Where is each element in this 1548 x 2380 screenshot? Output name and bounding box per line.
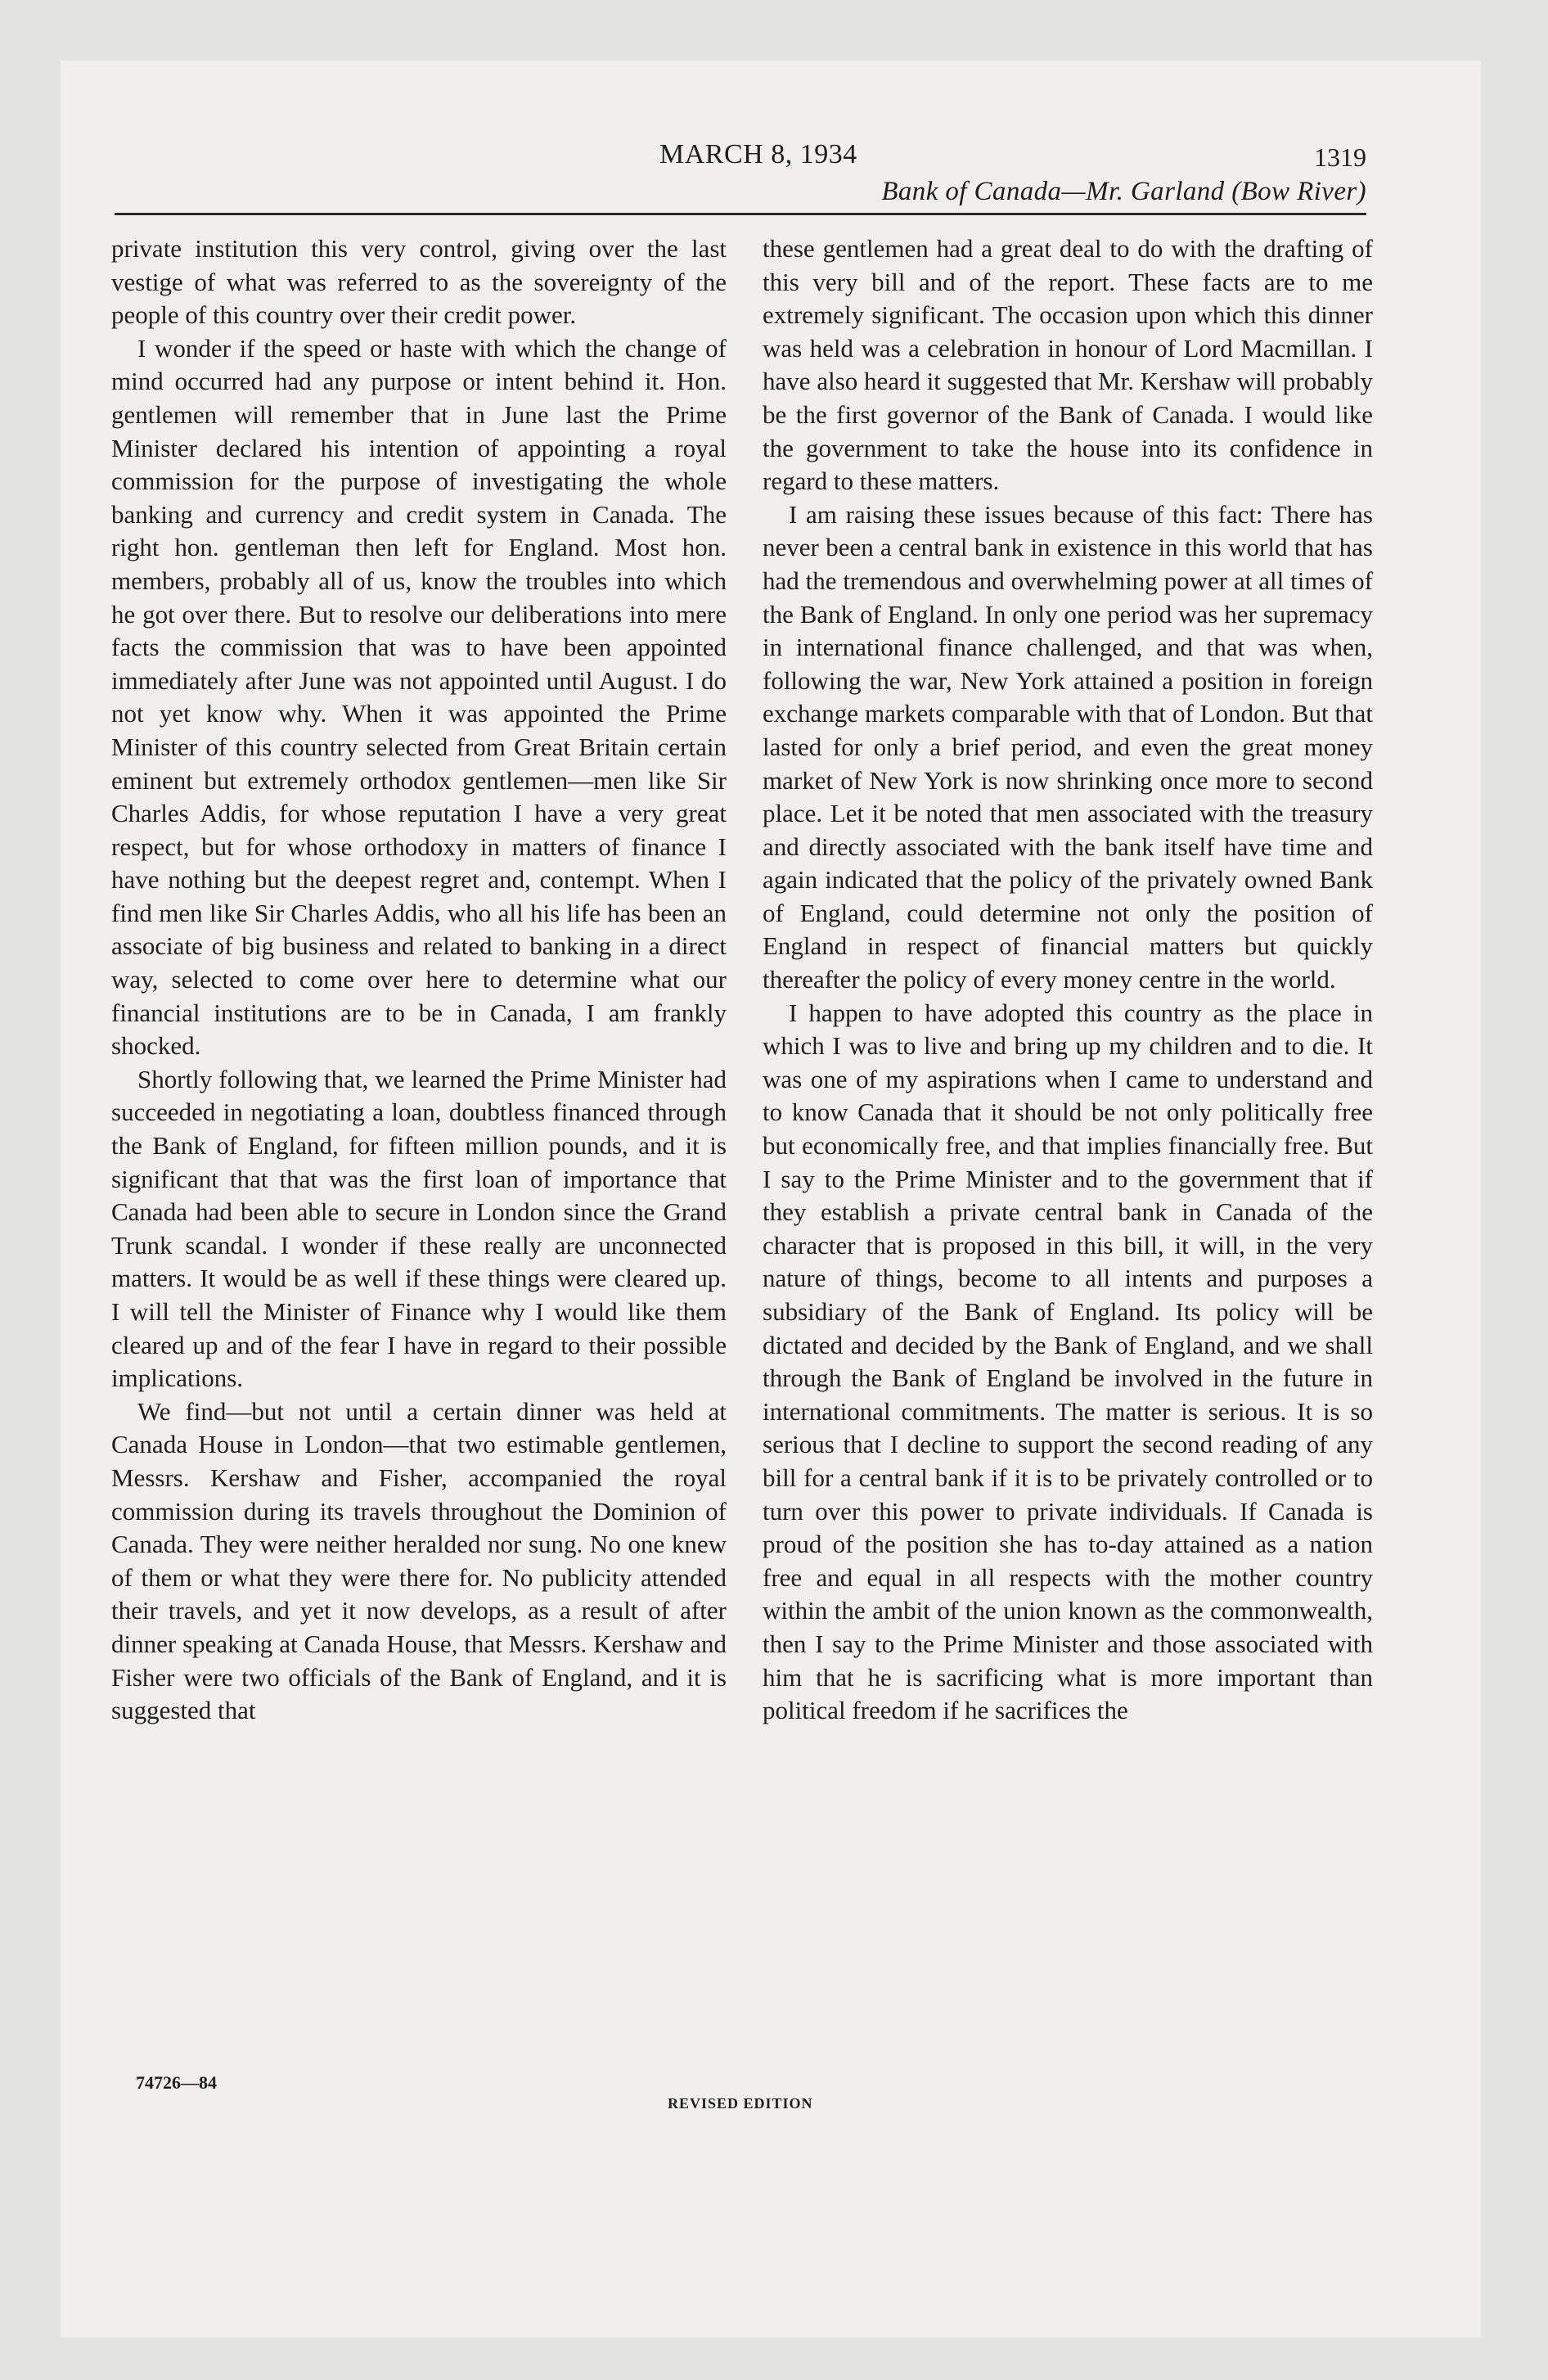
- paragraph: Shortly following that, we learned the Prime Minister had succeeded in negotiating a loan, doubtless financed through the Bank of England, for fifteen million pounds, and it is significant that that was the first loan of importance that Canada had been able to secure in London since the Grand Trunk scandal. I wonder if these really are unconnected matters. It would be as well if these things were cleared up. I will tell the Minister of Finance why I would like them cleared up and of the fear I have in regard to their possible implications.: [111, 1064, 727, 1393]
- paragraph: I happen to have adopted this country as the place in which I was to live and bring up my children and to die. It was one of my aspirations when I came to understand and to know Canada that it should be not only politically free but economically free, and that implies financially free. But I say to the Prime Minister and to the government that if they establish a private central bank in Canada of the character that is proposed in this bill, it will, in the very nature of things, become to all intents and purposes a subsidiary of the Bank of England. Its policy will be dictated and decided by the Bank of England, and we shall through the Bank of England be involved in the future in international commitments. The matter is serious. It is so serious that I decline to support the second reading of any bill for a central bank if it is to be privately controlled or to turn over this power to private individuals. If Canada is proud of the position she has to-day attained as a nation free and equal in all respects with the mother country within the ambit of the union known as the commonwealth, then I say to the Prime Minister and those associated with him that he is sacrificing what is more important than political freedom if he sacrifices the: [763, 998, 1373, 1725]
- page-number: 1319: [1314, 142, 1366, 172]
- right-column: [763, 232, 1373, 1728]
- print-code: 74726—84: [136, 2072, 217, 2093]
- edition-label: REVISED EDITION: [668, 2095, 813, 2112]
- left-column: [111, 232, 727, 1728]
- header-subtitle: Bank of Canada—Mr. Garland (Bow River): [881, 177, 1366, 206]
- header-rule: [115, 213, 1366, 215]
- paragraph: I am raising these issues because of this fact: There has never been a central bank in existence in this world that has had the tremendous and overwhelming power at all times of the Bank of England. In only one period was her supremacy in international finance challenged, and that was when, following the war, New York attained a position in foreign exchange markets comparable with that of London. But that lasted for only a brief period, and even the great money market of New York is now shrinking once more to second place. Let it be noted that men associated with the treasury and directly associated with the bank itself have time and again indicated that the policy of the privately owned Bank of England, could determine not only the position of England in respect of financial matters but quickly thereafter the policy of every money centre in the world.: [763, 499, 1373, 994]
- paragraph: these gentlemen had a great deal to do with the drafting of this very bill and of the report. These facts are to me extremely significant. The occasion upon which this dinner was held was a celebration in honour of Lord Macmillan. I have also heard it suggested that Mr. Kershaw will probably be the first governor of the Bank of Canada. I would like the government to take the house into its confidence in regard to these matters.: [763, 234, 1373, 496]
- header-date: MARCH 8, 1934: [659, 139, 857, 169]
- paragraph: private institution this very control, giving over the last vestige of what was referred to as the sovereignty of the people of this country over their credit power.: [111, 234, 727, 330]
- paragraph: We find—but not until a certain dinner was held at Canada House in London—that two estimable gentlemen, Messrs. Kershaw and Fisher, accompanied the royal commission during its travels throughout the Dominion of Canada. They were neither heralded nor sung. No one knew of them or what they were there for. No publicity attended their travels, and yet it now develops, as a result of after dinner speaking at Canada House, that Messrs. Kershaw and Fisher were two officials of the Bank of England, and it is suggested that: [111, 1396, 727, 1725]
- paragraph: I wonder if the speed or haste with which the change of mind occurred had any purpose or intent behind it. Hon. gentlemen will remember that in June last the Prime Minister declared his intention of appointing a royal commission for the purpose of investigating the whole banking and currency and credit system in Canada. The right hon. gentleman then left for England. Most hon. members, probably all of us, know the troubles into which he got over there. But to resolve our deliberations into mere facts the commission that was to have been appointed immediately after June was not appointed until August. I do not yet know why. When it was appointed the Prime Minister of this country selected from Great Britain certain eminent but extremely orthodox gentlemen—men like Sir Charles Addis, for whose reputation I have a very great respect, but for whose orthodoxy in matters of finance I have nothing but the deepest regret and, contempt. When I find men like Sir Charles Addis, who all his life has been an associate of big business and related to banking in a direct way, selected to come over here to determine what our financial institutions are to be in Canada, I am frankly shocked.: [111, 333, 727, 1061]
